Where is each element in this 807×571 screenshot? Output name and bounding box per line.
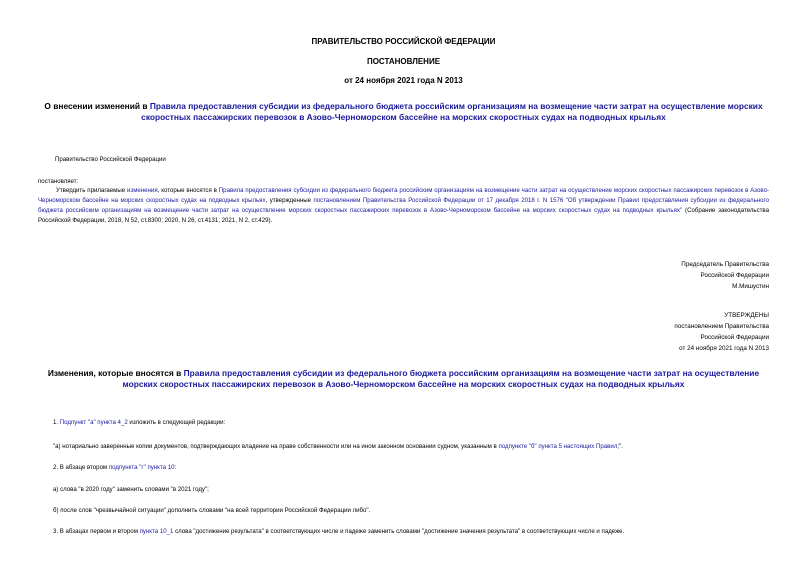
approval-line: от 24 ноября 2021 года N 2013 <box>679 345 769 352</box>
resolution-1576-link[interactable]: постановлением Правительства Российской Федерации от 17 декабря 2018 г. N 1576 "Об утверждении Правил предоставления субсидии из федерального бюджета российским организациям на возмещение части затрат на осуществление морских скоростных пассажирских перевозок в Азово-Черноморском бассейне на морских скоростных судах на подводных крыльях" <box>38 197 769 214</box>
signature-block <box>681 259 769 292</box>
text: 3. В абзацах первом и втором <box>53 528 140 535</box>
changes-prefix: Изменения, которые вносятся в <box>47 368 184 378</box>
rules-link-3[interactable]: Правила предоставления субсидии из федерального бюджета российским организациям на возмещение части затрат на осуществление морских скоростных пассажирских перевозок в Азово-Черноморском бассейне на морских скоростных судах на подводных крыльях <box>122 368 760 389</box>
change-item-2b: б) после слов "чрезвычайной ситуации" дополнить словами "на всей территории Российской Федерации либо". <box>53 507 371 514</box>
signature-line: Российской Федерации <box>700 272 769 279</box>
changes-link[interactable]: изменения <box>127 187 158 194</box>
text: "а) нотариально заверенные копии документов, подтверждающих владение на праве собственности или на ином законном основании судном, указанным в <box>53 443 499 450</box>
signature-line: Председатель Правительства <box>681 261 769 268</box>
change-item-3 <box>53 527 773 537</box>
rules-link-2[interactable]: Правила предоставления субсидии из федерального бюджета российским организациям на возмещение части затрат на осуществление морских скоростных пассажирских перевозок в Азово-Черноморском бассейне на морских скоростных судах на подводных крыльях <box>38 187 769 204</box>
doc-type-heading: ПОСТАНОВЛЕНИЕ <box>366 57 441 66</box>
rules-link[interactable]: Правила предоставления субсидии из федерального бюджета российским организациям на возмещение части затрат на осуществление морских скоростных пассажирских перевозок в Азово-Черноморском бассейне на морских скоростных судах на подводных крыльях <box>141 101 763 122</box>
approval-line: УТВЕРЖДЕНЫ <box>724 312 769 319</box>
approval-block <box>674 310 769 354</box>
text: , которые вносятся в <box>157 187 219 194</box>
decides-text: постановляет: <box>38 178 79 185</box>
change-item-2a: а) слова "в 2020 году" заменить словами "в 2021 году"; <box>53 486 209 493</box>
change-item-1 <box>53 418 225 428</box>
text: , утвержденные <box>265 197 314 204</box>
change-item-2 <box>53 463 176 473</box>
title-prefix: О внесении изменений в <box>44 101 150 111</box>
text: (Собрание законодательства Российской Федерации, 2018, N 52, ст.8300; 2020, N 26, ст.4131; 2021, N 2, ст.429). <box>38 207 769 224</box>
text: 2. В абзаце втором <box>53 464 109 471</box>
point-10-1-link[interactable]: пункта 10_1 <box>139 528 174 535</box>
doc-date: от 24 ноября 2021 года N 2013 <box>344 76 463 85</box>
signature-name: М.Мишустин <box>732 283 769 290</box>
document-title <box>30 101 777 123</box>
text: : <box>174 464 177 471</box>
text: Утвердить прилагаемые <box>56 187 128 194</box>
change-item-1a <box>53 442 623 452</box>
approval-line: Российской Федерации <box>700 334 769 341</box>
government-text: Правительство Российской Федерации <box>55 156 166 163</box>
subparagraph-g-link[interactable]: подпункта "г" пункта 10 <box>108 464 175 471</box>
text: слова "достижение результата" в соответствующих числе и падеже заменить словами "достижение значения результата" в соответствующих числе и падеже. <box>173 528 625 535</box>
approval-line: постановлением Правительства <box>674 323 769 330</box>
org-heading: ПРАВИТЕЛЬСТВО РОССИЙСКОЙ ФЕДЕРАЦИИ <box>311 37 496 46</box>
changes-title <box>30 368 777 390</box>
paragraph-approve <box>38 186 769 226</box>
text: ;". <box>617 443 623 450</box>
text: 1. <box>53 419 60 426</box>
subparagraph-link[interactable]: Подпункт "а" пункта 4_2 <box>59 419 128 426</box>
text: изложить в следующей редакции: <box>127 419 226 426</box>
subparagraph-b-link[interactable]: подпункте "б" пункта 5 настоящих Правил <box>498 443 618 450</box>
